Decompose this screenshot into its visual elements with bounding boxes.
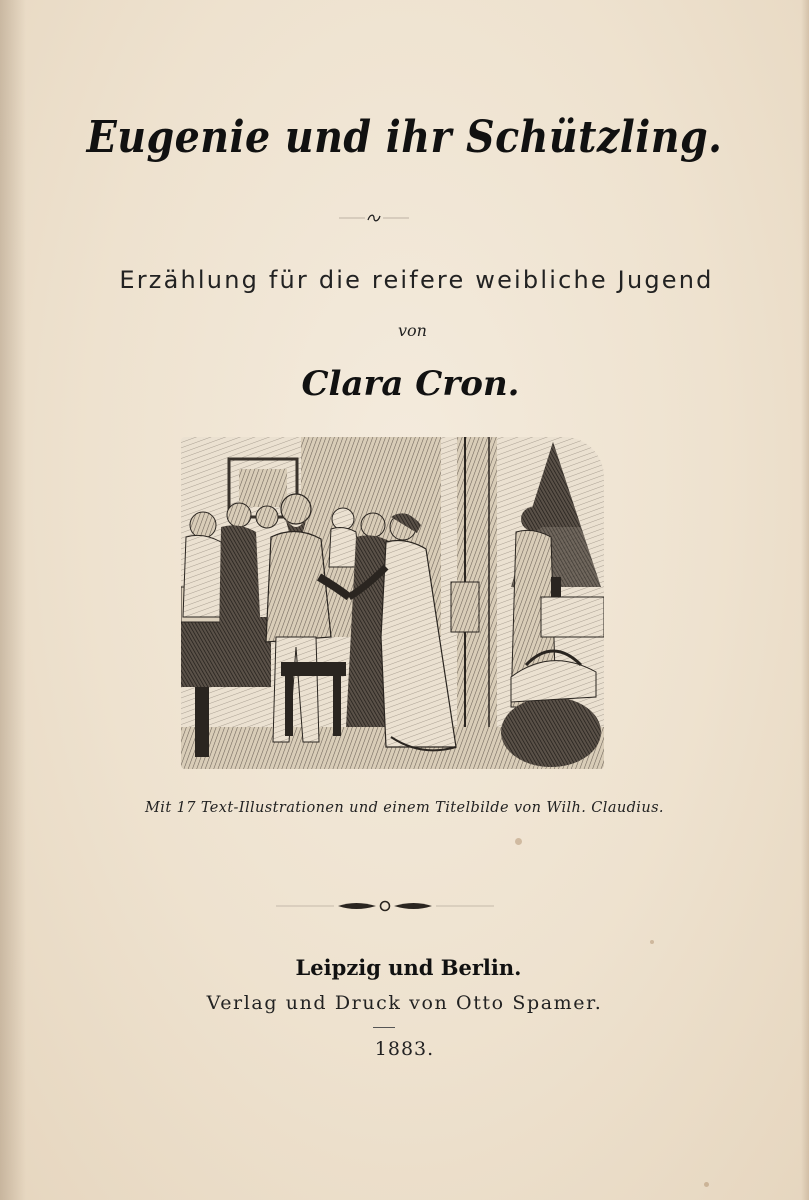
- short-rule-divider: [373, 1027, 395, 1028]
- foxing-spot: [515, 838, 522, 845]
- publisher: Verlag und Druck von Otto Spamer.: [206, 992, 603, 1014]
- foxing-spot: [650, 940, 654, 944]
- large-ornament-divider-icon: [276, 897, 494, 915]
- illustration-caption: Mit 17 Text-Illustrationen und einem Titelbilde von Wilh. Claudius.: [145, 800, 664, 816]
- frontispiece-illustration: [181, 437, 604, 769]
- publication-place: Leipzig und Berlin.: [295, 955, 522, 980]
- book-title: Eugenie und ihr Schützling.: [86, 112, 723, 163]
- by-word: von: [398, 321, 427, 340]
- publication-year: 1883.: [374, 1038, 435, 1060]
- page-edge-right: [801, 0, 809, 1200]
- book-subtitle: Erzählung für die reifere weibliche Jugend: [119, 266, 714, 294]
- author-name: Clara Cron.: [301, 364, 520, 404]
- engraving-family-greeting-icon: [181, 437, 604, 769]
- page-edge-shadow: [0, 0, 26, 1200]
- small-ornament-divider-icon: [339, 212, 409, 224]
- foxing-spot: [704, 1182, 709, 1187]
